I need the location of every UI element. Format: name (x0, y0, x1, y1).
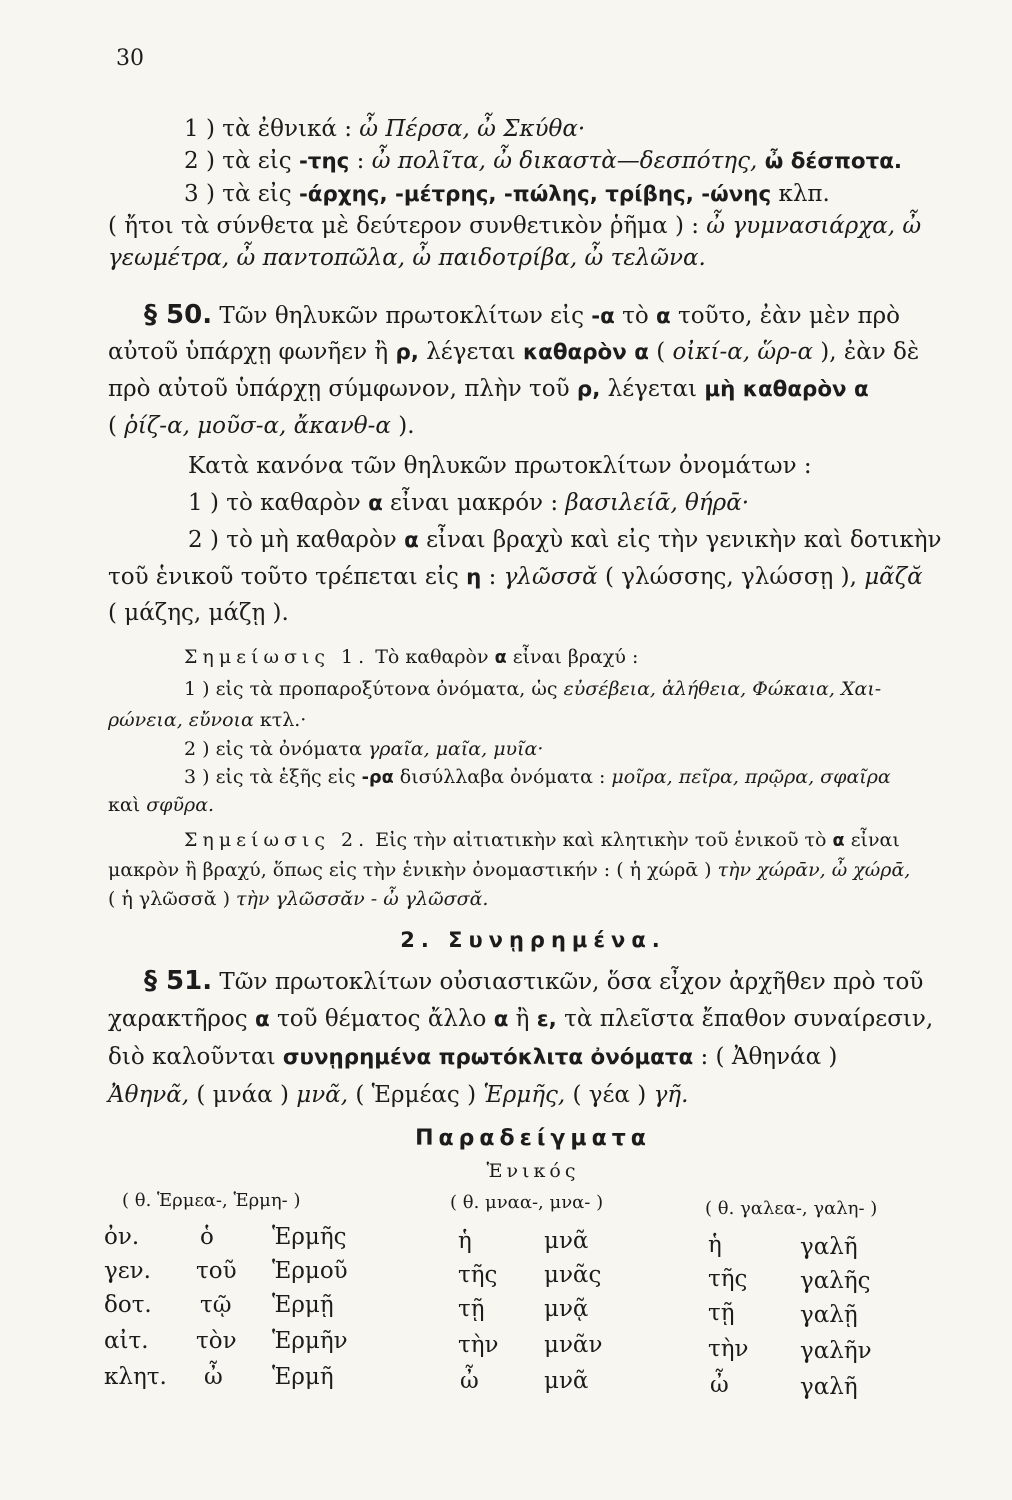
article-cell: τῇ (458, 1296, 485, 1322)
noun-cell: μνᾷ (544, 1296, 589, 1322)
note-2-line-3: ( ἡ γλῶσσᾰ ) τὴν γλῶσσᾰν - ὦ γλῶσσᾰ. (108, 888, 489, 910)
paradigms-number: Ἑνικός (486, 1160, 580, 1182)
noun-cell: γαλῆ (800, 1234, 858, 1260)
noun-cell: Ἑρμῆς (272, 1224, 347, 1250)
noun-cell: Ἑρμῇ (272, 1292, 334, 1318)
note-1-line-5: 3 ) εἰς τὰ ἑξῆς εἰς -ρα δισύλλαβα ὀνόματα : μοῖρα, πεῖρα, πρῷρα, σφαῖρα (184, 766, 891, 788)
section-50-line-7: 2 ) τὸ μὴ καθαρὸν α εἶναι βραχὺ καὶ εἰς τὴν γενικὴν καὶ δοτικὴν (188, 527, 942, 553)
noun-cell: Ἑρμῆν (272, 1328, 348, 1354)
section-50-line-1: § 50. Τῶν θηλυκῶν πρωτοκλίτων εἰς -α τὸ α τοῦτο, ἐὰν μὲν πρὸ (144, 300, 901, 330)
case-label: δοτ. (104, 1292, 152, 1318)
article-cell: ὦ (460, 1368, 479, 1394)
note-1-line-2: 1 ) εἰς τὰ προπαροξύτονα ὀνόματα, ὡς εὐσέβεια, ἀλήθεια, Φώκαια, Χαι- (184, 678, 882, 700)
article-cell: ὦ (710, 1372, 729, 1398)
section-51-line-1: § 51. Τῶν πρωτοκλίτων οὐσιαστικῶν, ὅσα εἶχον ἀρχῆθεν πρὸ τοῦ (144, 966, 924, 996)
noun-cell: γαλῇ (800, 1302, 858, 1328)
note-2-line-2: μακρὸν ἢ βραχύ, ὅπως εἰς τὴν ἑνικὴν ὀνομαστικήν : ( ἡ χώρᾱ ) τὴν χώρᾱν, ὦ χώρᾱ, (108, 859, 911, 881)
note-1-label: Σημείωσις 1. (184, 646, 370, 668)
rule-3-continuation-1: ( ἤτοι τὰ σύνθετα μὲ δεύτερον συνθετικὸν ῥῆμα ) : ὦ γυμνασιάρχα, ὦ (108, 213, 922, 239)
note-1-line-6: καὶ σφῦρα. (108, 794, 215, 816)
stem-header-mna: ( θ. μναα-, μνα- ) (450, 1192, 604, 1213)
section-50-line-3: πρὸ αὐτοῦ ὑπάρχῃ σύμφωνον, πλὴν τοῦ ρ, λέγεται μὴ καθαρὸν α (108, 376, 869, 402)
article-cell: τῆς (458, 1262, 498, 1288)
note-1-line-1: Σημείωσις 1. Τὸ καθαρὸν α εἶναι βραχύ : (184, 646, 639, 668)
section-50-line-6: 1 ) τὸ καθαρὸν α εἶναι μακρόν : βασιλείᾱ, θήρᾱ· (188, 490, 750, 516)
article-cell: τῷ (200, 1292, 232, 1318)
article-cell: τοῦ (196, 1258, 237, 1284)
stem-header-gale: ( θ. γαλεα-, γαλη- ) (705, 1198, 878, 1219)
noun-cell: γαλῆ (800, 1374, 858, 1400)
stem-header-hermes: ( θ. Ἑρμεα-, Ἑρμη- ) (122, 1190, 301, 1211)
noun-cell: γαλῆν (800, 1338, 872, 1364)
section-50-mark: § 50. (144, 300, 213, 330)
case-label: γεν. (104, 1258, 151, 1284)
case-label: αἰτ. (104, 1328, 149, 1354)
noun-cell: μνᾶν (544, 1332, 603, 1358)
section-51-line-4: Ἀθηνᾶ, ( μνάα ) μνᾶ, ( Ἑρμέας ) Ἑρμῆς, ( γέα ) γῆ. (108, 1082, 689, 1108)
page-number: 30 (116, 46, 144, 71)
section-51-line-3: διὸ καλοῦνται συνῃρημένα πρωτόκλιτα ὀνόματα : ( Ἀθηνάα ) (108, 1044, 838, 1070)
note-2-line-1: Σημείωσις 2. Εἰς τὴν αἰτιατικὴν καὶ κλητικὴν τοῦ ἑνικοῦ τὸ α εἶναι (184, 829, 900, 851)
article-cell: ἡ (708, 1232, 722, 1258)
article-cell: ὁ (200, 1224, 214, 1250)
note-1-line-4: 2 ) εἰς τὰ ὀνόματα γραῖα, μαῖα, μυῖα· (184, 738, 544, 760)
section-50-line-5: Κατὰ κανόνα τῶν θηλυκῶν πρωτοκλίτων ὀνομάτων : (188, 453, 812, 479)
case-label: κλητ. (104, 1364, 167, 1390)
article-cell: ἡ (458, 1228, 472, 1254)
noun-cell: μνᾶ (544, 1368, 589, 1394)
section-50-line-9: ( μάζης, μάζῃ ). (108, 600, 289, 626)
section-50-line-8: τοῦ ἑνικοῦ τοῦτο τρέπεται εἰς η : γλῶσσᾰ ( γλώσσης, γλώσσῃ ), μᾶζᾰ (108, 564, 923, 590)
rule-3-continuation-2: γεωμέτρα, ὦ παντοπῶλα, ὦ παιδοτρίβα, ὦ τελῶνα. (108, 245, 706, 271)
section-51-mark: § 51. (144, 966, 213, 996)
noun-cell: γαλῆς (800, 1268, 871, 1294)
section-50-line-4: ( ῥίζ-α, μοῦσ-α, ἄκανθ-α ). (108, 413, 415, 439)
paradigms-title: Παραδείγματα (415, 1126, 651, 1151)
rule-1: 1 ) τὰ ἐθνικά : ὦ Πέρσα, ὦ Σκύθα· (184, 116, 586, 142)
article-cell: τὴν (458, 1332, 499, 1358)
subheading-synirimena: 2. Συνῃρημένα. (400, 928, 666, 952)
noun-cell: μνᾶ (544, 1228, 589, 1254)
noun-cell: Ἑρμοῦ (272, 1258, 348, 1284)
article-cell: τὴν (708, 1336, 749, 1362)
case-label: ὀν. (104, 1224, 140, 1250)
noun-cell: Ἑρμῆ (272, 1364, 334, 1390)
article-cell: τὸν (196, 1328, 237, 1354)
section-51-line-2: χαρακτῆρος α τοῦ θέματος ἄλλο α ἢ ε, τὰ πλεῖστα ἔπαθον συναίρεσιν, (108, 1006, 934, 1032)
article-cell: τῆς (708, 1266, 748, 1292)
article-cell: ὦ (204, 1364, 223, 1390)
note-2-label: Σημείωσις 2. (184, 829, 370, 851)
noun-cell: μνᾶς (544, 1262, 602, 1288)
rule-2: 2 ) τὰ εἰς -της : ὦ πολῖτα, ὦ δικαστὰ—δεσπότης, ὦ δέσποτα. (184, 148, 903, 174)
note-1-line-3: ρώνεια, εὔνοια κτλ.· (108, 709, 307, 731)
article-cell: τῇ (708, 1300, 735, 1326)
rule-3: 3 ) τὰ εἰς -άρχης, -μέτρης, -πώλης, τρίβης, -ώνης κλπ. (184, 181, 830, 207)
section-50-line-2: αὐτοῦ ὑπάρχῃ φωνῆεν ἢ ρ, λέγεται καθαρὸν α ( οἰκί-α, ὥρ-α ), ἐὰν δὲ (108, 339, 920, 365)
